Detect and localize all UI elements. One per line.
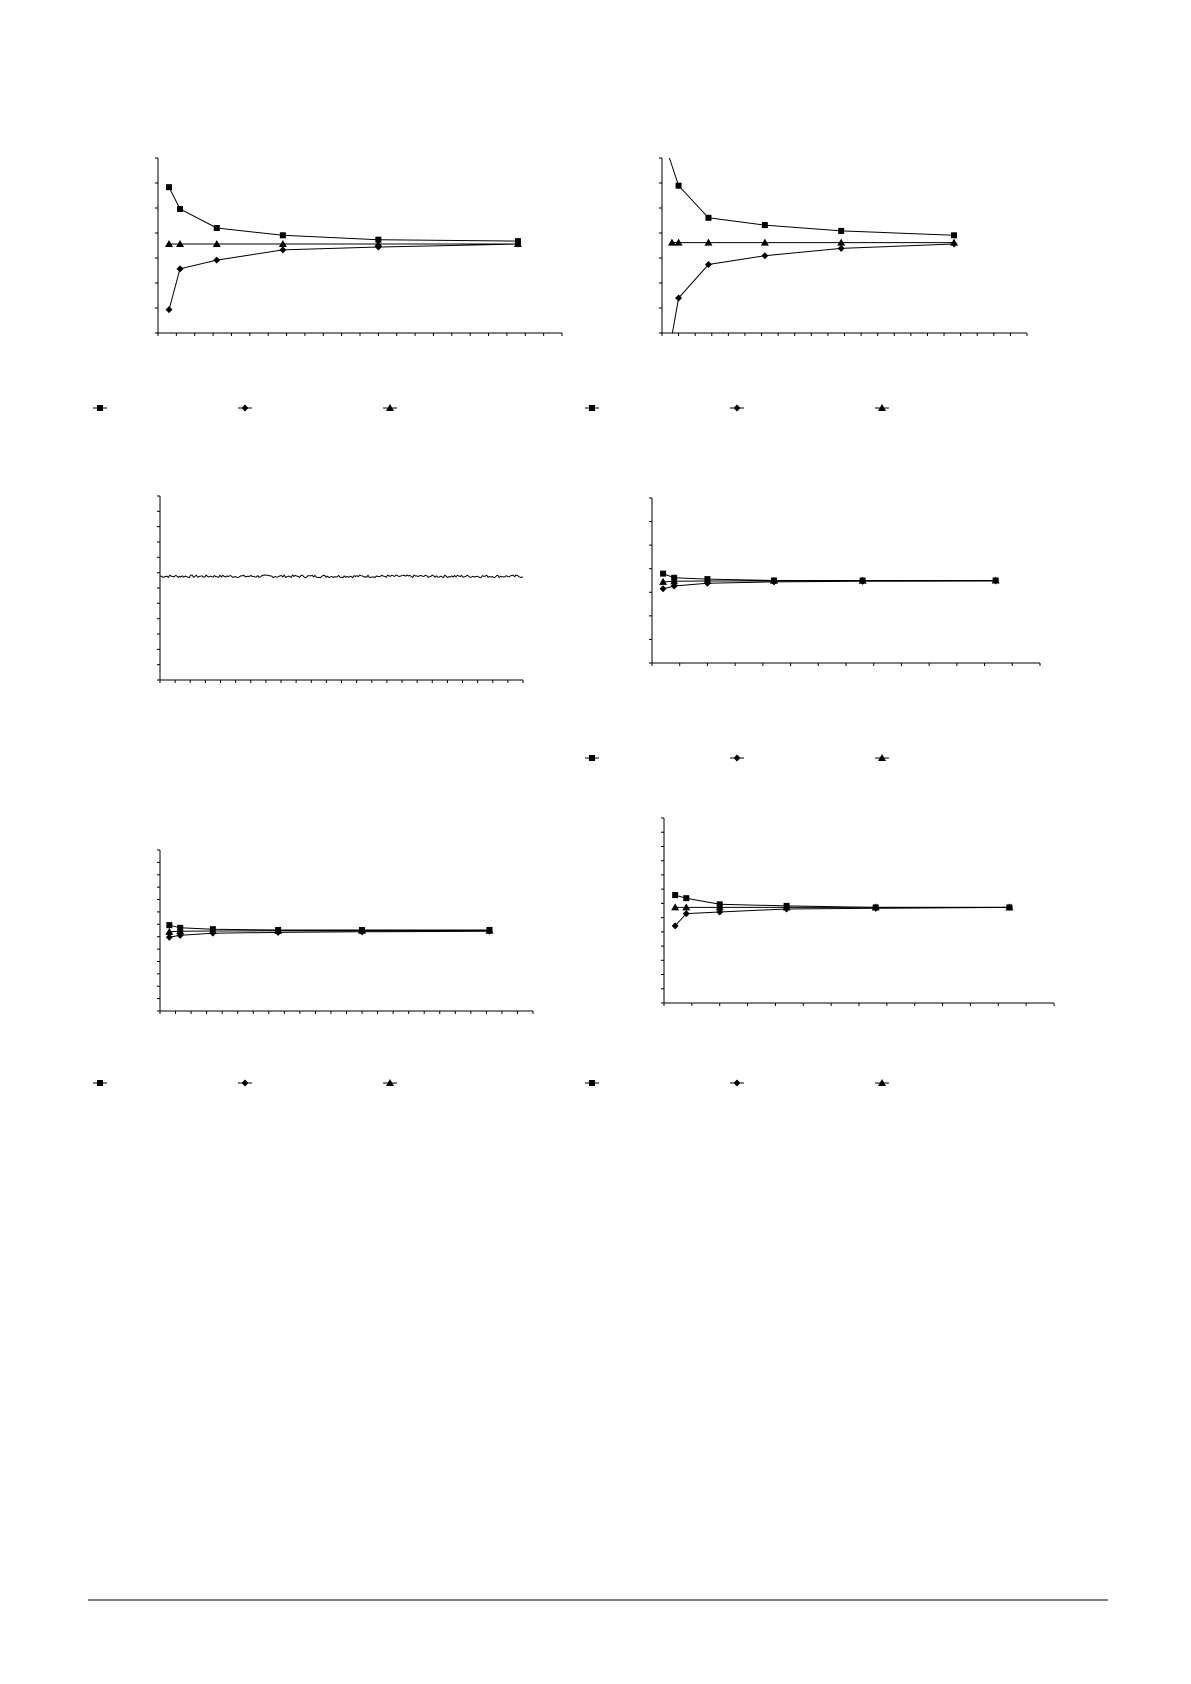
legend-item-diamond [238,405,252,412]
series-line-diamond [679,244,954,298]
data-point-diamond [838,245,845,252]
legend-marker-square [589,1080,595,1086]
series-line-diamond-leadin [670,298,678,345]
chart-middle-left [157,496,523,683]
legend-marker-square [589,405,595,411]
legend [93,404,397,412]
data-point-square [838,228,844,234]
series-line-diamond [663,581,996,589]
legend-item-triangle [383,404,397,411]
data-point-diamond [660,585,667,592]
legend-item-square [585,405,599,411]
data-point-diamond [279,246,286,253]
chart-bottom-left [157,850,533,1014]
data-point-triangle [950,239,958,246]
plot-area [659,571,1000,593]
chart-middle-right [649,498,1040,666]
data-point-square [177,206,183,212]
legends-layer [93,404,889,1087]
data-point-square [672,892,678,898]
data-point-square [166,184,172,190]
series-line-square [679,186,954,236]
data-point-diamond [213,257,220,264]
legend-item-diamond [730,755,744,762]
series-line-square [169,925,489,930]
data-point-triangle [675,239,683,246]
chart-top-right [659,141,1027,345]
legend-item-square [585,1080,599,1086]
legend [585,754,889,762]
data-point-square [762,222,768,228]
data-point-triangle [761,239,769,246]
series-line-diamond [169,931,489,937]
data-point-square [951,232,957,238]
plot-area [664,141,958,345]
data-point-square [214,225,220,231]
series-line-diamond [169,244,518,310]
chart-bottom-right [661,818,1054,1006]
chart-top-left [155,158,562,336]
data-point-square [683,895,689,901]
legend-item-diamond [238,1080,252,1087]
legend [93,1079,397,1087]
legend-marker-diamond [242,1080,249,1087]
legend-item-square [93,1080,107,1086]
data-point-diamond [177,265,184,272]
plot-area [165,184,522,313]
data-point-square [280,232,286,238]
data-point-square [166,922,172,928]
plot-area [671,892,1013,929]
legend-item-triangle [875,1079,889,1086]
legend-item-square [93,405,107,411]
legend-marker-diamond [734,755,741,762]
legend [585,1079,889,1087]
legend-marker-diamond [242,405,249,412]
legend-marker-diamond [734,1080,741,1087]
legend-item-square [585,755,599,761]
plot-area [165,922,493,941]
legend-marker-diamond [734,405,741,412]
data-point-triangle [668,239,676,246]
series-line-diamond [675,907,1009,926]
legend-marker-square [589,755,595,761]
legend-item-triangle [875,754,889,761]
series-line-square [663,574,996,581]
series-line-square-leadin [664,141,679,186]
series-line [160,575,523,578]
data-point-triangle [837,239,845,246]
charts-layer [155,141,1054,1015]
legend-item-diamond [730,1080,744,1087]
legend-marker-square [97,1080,103,1086]
data-point-square [660,571,666,577]
plot-area [160,575,523,578]
series-line-square [675,895,1009,907]
legend-item-triangle [875,404,889,411]
legend-item-diamond [730,405,744,412]
legend-item-triangle [383,1079,397,1086]
data-point-triangle [704,239,712,246]
legend-marker-square [97,405,103,411]
data-point-diamond [166,306,173,313]
data-point-square [705,215,711,221]
series-line-square [169,187,518,241]
data-point-diamond [761,252,768,259]
legend [585,404,889,412]
